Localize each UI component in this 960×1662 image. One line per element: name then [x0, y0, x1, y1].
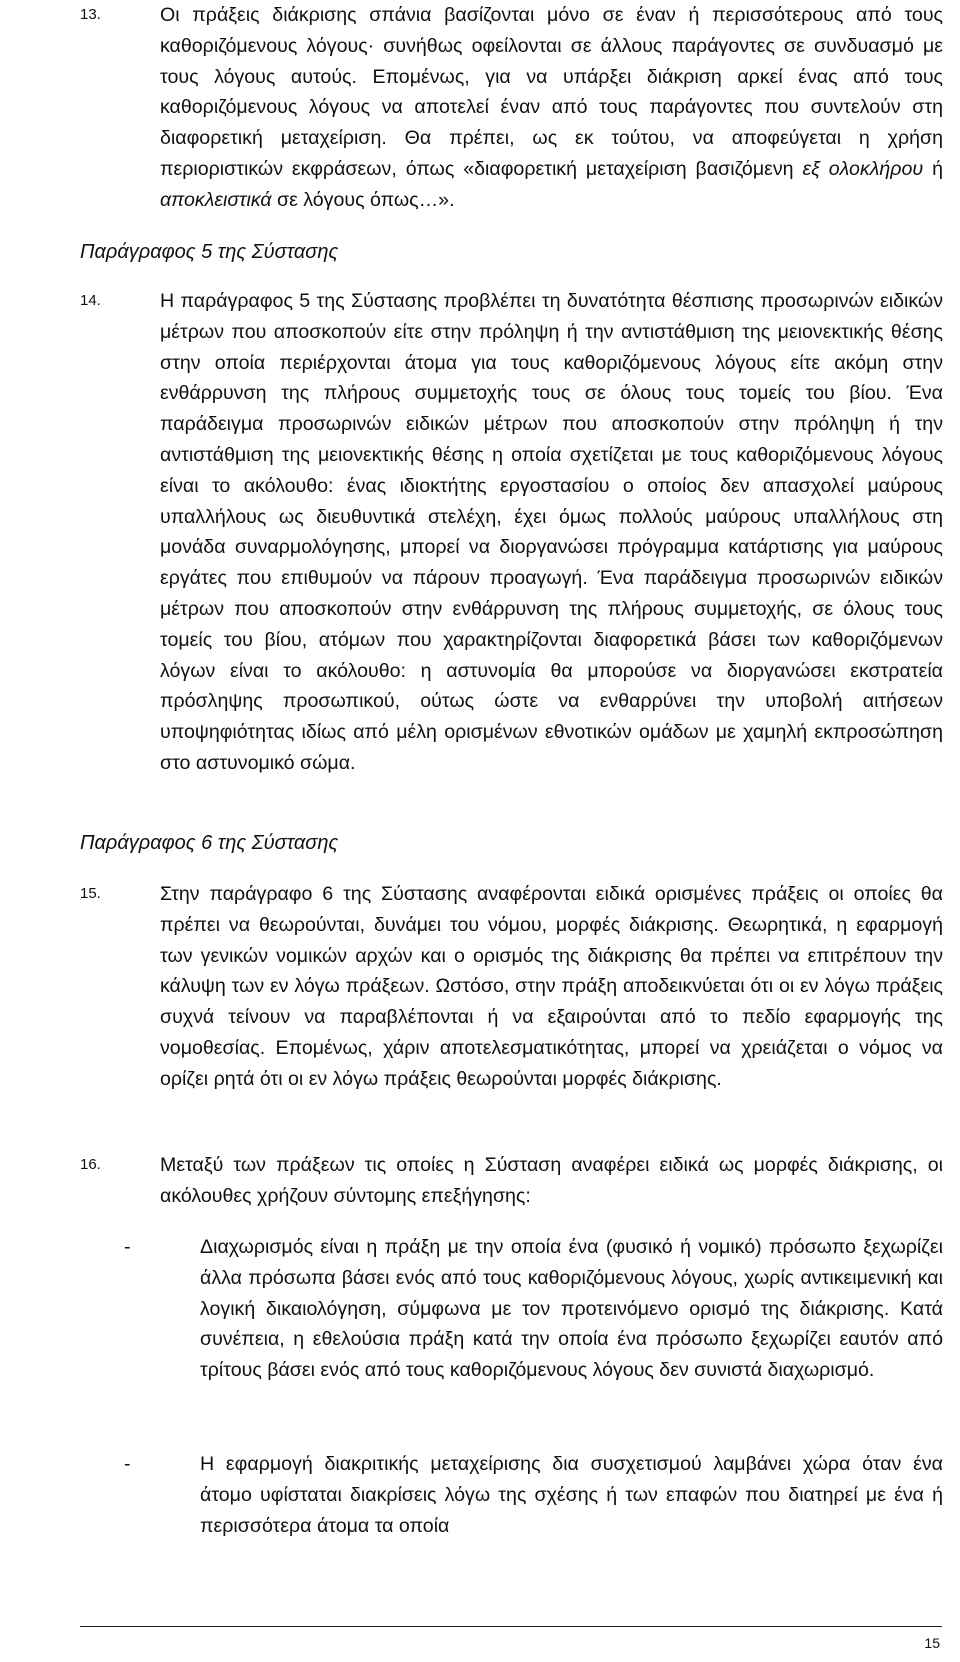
- text-run: σε λόγους όπως…».: [271, 188, 455, 211]
- section-heading-6: Παράγραφος 6 της Σύστασης: [80, 832, 339, 854]
- paragraph-16: [80, 1150, 943, 1212]
- list-item: [124, 1232, 944, 1386]
- italic-run: αποκλειστικά: [160, 188, 272, 211]
- bullet-dash: -: [124, 1453, 131, 1475]
- paragraph-text: [160, 0, 943, 216]
- italic-run: εξ ολοκλήρου: [802, 157, 924, 180]
- paragraph-number: 13.: [80, 6, 101, 23]
- text-run: Οι πράξεις διάκρισης σπάνια βασίζονται μόνο σε έναν ή περισσότερους από τους καθοριζόμενους λόγους· συνήθως οφείλονται σε άλλους παράγοντες σε συνδυασμό με τους λόγους αυτούς. Επομένως, για να υπάρξει διάκριση αρκεί ένας από τους καθοριζόμενους λόγους να αποτελεί έναν από τους παράγοντες που συντελούν στη διαφορετική μεταχείριση. Θα πρέπει, ως εκ τούτου, να αποφεύγεται η χρήση περιοριστικών εκφράσεων, όπως «διαφορετική μεταχείριση βασιζόμενη: [160, 4, 943, 180]
- text-run: ή: [923, 157, 944, 180]
- paragraph-15: [80, 879, 943, 1095]
- list-item: [124, 1449, 944, 1541]
- page-number: 15: [924, 1635, 940, 1651]
- bullet-dash: -: [124, 1236, 131, 1258]
- list-item-text: Η εφαρμογή διακριτικής μεταχείρισης δια συσχετισμού λαμβάνει χώρα όταν ένα άτομο υφίσταται διακρίσεις λόγω της σχέσης ή των επαφών που διατηρεί με ένα ή περισσότερα άτομα τα οποία: [200, 1453, 943, 1537]
- paragraph-14: [80, 286, 943, 779]
- paragraph-number: 16.: [80, 1156, 101, 1173]
- section-heading-5: Παράγραφος 5 της Σύστασης: [80, 241, 339, 263]
- list-item-text: Διαχωρισμός είναι η πράξη με την οποία ένα (φυσικό ή νομικό) πρόσωπο ξεχωρίζει άλλα πρόσωπα βάσει ενός από τους καθοριζόμενους λόγους, χωρίς αντικειμενική και λογική δικαιολόγηση, σύμφωνα με τον προτεινόμενο ορισμό της διάκρισης. Κατά συνέπεια, η εθελούσια πράξη κατά την οποία ένα πρόσωπο ξεχωρίζει εαυτόν από τρίτους βάσει ενός από τους καθοριζόμενους λόγους δεν συνιστά διαχωρισμό.: [200, 1236, 943, 1382]
- paragraph-13: [80, 0, 944, 216]
- paragraph-text: Μεταξύ των πράξεων τις οποίες η Σύσταση αναφέρει ειδικά ως μορφές διάκρισης, οι ακόλουθες χρήζουν σύντομης επεξήγησης:: [160, 1154, 943, 1207]
- footer-divider: [80, 1626, 942, 1627]
- paragraph-text: Στην παράγραφο 6 της Σύστασης αναφέρονται ειδικά ορισμένες πράξεις οι οποίες θα πρέπει να θεωρούνται, δυνάμει του νόμου, μορφές διάκρισης. Θεωρητικά, η εφαρμογή των γενικών νομικών αρχών και ο ορισμός της διάκρισης θα πρέπει να επιτρέπουν την κάλυψη των εν λόγω πράξεων. Ωστόσο, στην πράξη αποδεικνύεται ότι οι εν λόγω πράξεις συχνά τείνουν να παραβλέπονται ή να εξαιρούνται από το πεδίο εφαρμογής της νομοθεσίας. Επομένως, χάριν αποτελεσματικότητας, μπορεί να χρειάζεται ο νόμος να ορίζει ρητά ότι οι εν λόγω πράξεις θεωρούνται μορφές διάκρισης.: [160, 883, 943, 1090]
- paragraph-number: 14.: [80, 292, 101, 309]
- paragraph-text: Η παράγραφος 5 της Σύστασης προβλέπει τη δυνατότητα θέσπισης προσωρινών ειδικών μέτρων που αποσκοπούν είτε στην πρόληψη ή την αντιστάθμιση της μειονεκτικής θέσης στην οποία περιέρχονται άτομα για τους καθοριζόμενους λόγους είτε ακόμη στην ενθάρρυνση της πλήρους συμμετοχής τους σε όλους τους τομείς του βίου. Ένα παράδειγμα προσωρινών ειδικών μέτρων που αποσκοπούν στην πρόληψη ή την αντιστάθμιση της μειονεκτικής θέσης η οποία σχετίζεται με τους καθοριζόμενους λόγους είναι το ακόλουθο: ένας ιδιοκτήτης εργοστασίου ο οποίος δεν απασχολεί μαύρους υπαλλήλους ως διευθυντικά στελέχη, έχει όμως πολλούς μαύρους υπαλλήλους στη μονάδα συναρμολόγησης, μπορεί να διοργανώσει πρόγραμμα κατάρτισης για μαύρους εργάτες που επιθυμούν να πάρουν προαγωγή. Ένα παράδειγμα προσωρινών ειδικών μέτρων που αποσκοπούν στην ενθάρρυνση της πλήρους συμμετοχής, σε όλους τους τομείς του βίου, ατόμων που χαρακτηρίζονται διαφορετικά βάσει των καθοριζόμενων λόγων είναι το ακόλουθο: η αστυνομία θα μπορούσε να διοργανώσει εκστρατεία πρόσληψης προσωπικού, ούτως ώστε να ενθαρρύνει την υποβολή αιτήσεων υποψηφιότητας ιδίως από μέλη ορισμένων εθνοτικών ομάδων με χαμηλή εκπροσώπηση στο αστυνομικό σώμα.: [160, 290, 943, 774]
- paragraph-number: 15.: [80, 885, 101, 902]
